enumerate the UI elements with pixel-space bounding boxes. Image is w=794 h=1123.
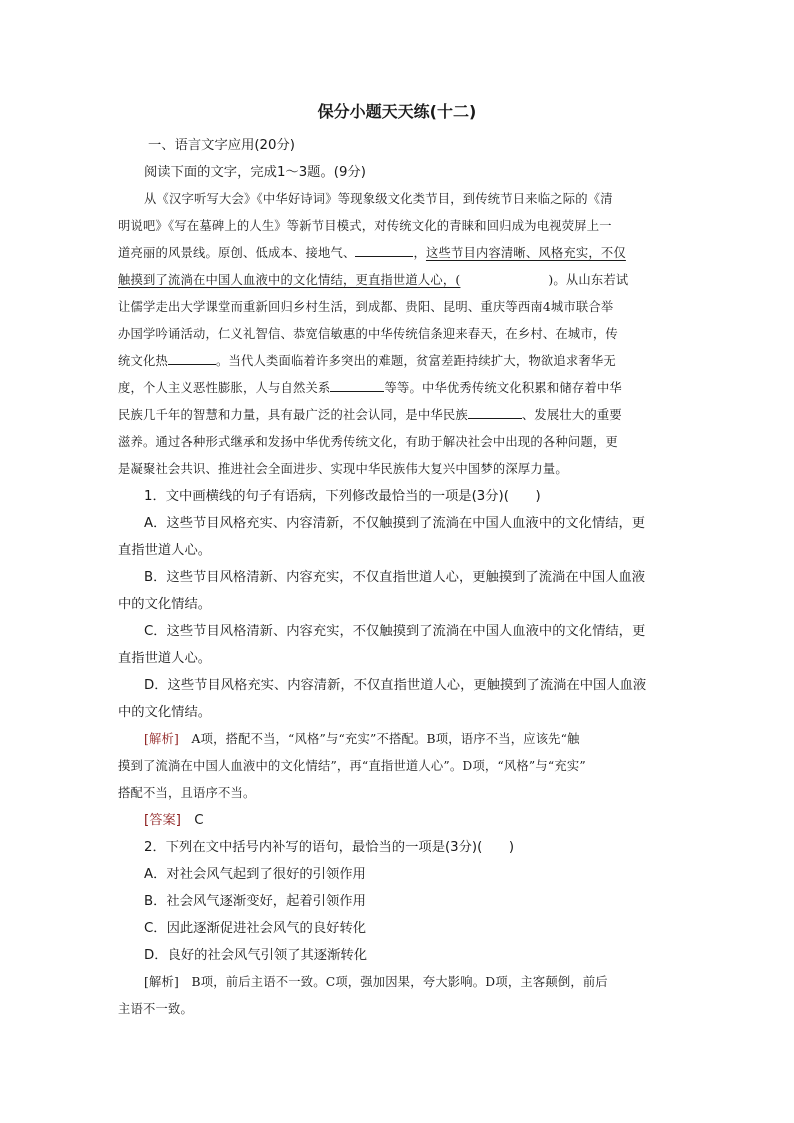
- option-b: B．社会风气逐渐变好，起着引领作用: [144, 894, 366, 909]
- passage-line-7: [118, 348, 676, 375]
- question-stem: 2．下列在文中括号内补写的语句，最恰当的一项是(3分)( ): [144, 840, 515, 855]
- underlined-sentence: 这些节目内容清晰、风格充实，不仅: [425, 246, 626, 260]
- passage-text: 度，个人主义恶性膨胀，人与自然关系: [118, 381, 331, 395]
- passage-text: 。从山东若试: [553, 273, 629, 287]
- passage-line-2: 明说吧》《写在墓碑上的人生》等新节目模式，对传统文化的青睐和回归成为电视荧屏上一: [118, 219, 612, 233]
- passage-line-1: 从《汉字听写大会》《中华好诗词》等现象级文化类节目，到传统节日来临之际的《清: [144, 192, 613, 206]
- underlined-text: 触摸到了流淌在中国人血液中的文化情结，更直指世道人心，(: [118, 273, 461, 287]
- option-d-continued: 中的文化情结。: [118, 705, 212, 720]
- analysis-line-2: 摸到了流淌在中国人血液中的文化情结”，再“直指世道人心”。D项，“风格”与“充实”: [118, 759, 586, 773]
- answer-value: C: [194, 813, 204, 828]
- passage-line-10: 滋养。通过各种形式继承和发扬中华优秀传统文化，有助于解决社会中出现的各种问题，更: [118, 435, 618, 449]
- analysis: [118, 726, 676, 753]
- analysis-line-2: 主语不一致。: [118, 1002, 193, 1016]
- question-2: [118, 834, 676, 1023]
- option-d: D．这些节目风格充实、内容清新，不仅直指世道人心，更触摸到了流淌在中国人血液: [144, 678, 647, 693]
- option-c: C．这些节目风格清新、内容充实，不仅触摸到了流淌在中国人血液中的文化情结，更: [144, 624, 646, 639]
- content-body: [118, 132, 676, 1023]
- passage-line-5: 让儒学走出大学课堂而重新回归乡村生活，到成都、贵阳、昆明、重庆等西南4城市联合举: [118, 300, 614, 314]
- question-1: [118, 483, 676, 834]
- closing-parenthesis: ): [548, 273, 554, 287]
- option-b-continued: 中的文化情结。: [118, 597, 212, 612]
- reading-instruction: 阅读下面的文字，完成1～3题。(9分): [144, 165, 366, 180]
- passage-line-3: [118, 240, 676, 267]
- analysis-text: B项，前后主语不一致。C项，强加因果，夸大影响。D项，主客颠倒，前后: [191, 975, 608, 989]
- passage-text: 统文化热: [118, 354, 168, 368]
- answer-tag: [答案]: [144, 813, 181, 828]
- option-a-continued: 直指世道人心。: [118, 543, 212, 558]
- fill-blank: [330, 377, 384, 392]
- answer: [118, 807, 676, 834]
- passage-line-8: [118, 375, 676, 402]
- passage-line-4: [118, 267, 676, 294]
- reading-passage: [118, 186, 676, 483]
- analysis-tag: [解析]: [144, 975, 179, 989]
- passage-text: 民族几千年的智慧和力量，具有最广泛的社会认同，是中华民族: [118, 408, 468, 422]
- fill-blank: [355, 242, 413, 257]
- option-b: B．这些节目风格清新、内容充实，不仅直指世道人心，更触摸到了流淌在中国人血液: [144, 570, 646, 585]
- option-a: A．对社会风气起到了很好的引领作用: [144, 867, 366, 882]
- analysis-text: A项，搭配不当，“风格”与“充实”不搭配。B项，语序不当，应该先“触: [191, 732, 580, 746]
- option-c: C．因此逐渐促进社会风气的良好转化: [144, 921, 367, 936]
- option-c-continued: 直指世道人心。: [118, 651, 212, 666]
- fill-blank: [168, 350, 216, 365]
- passage-line-11: 是凝聚社会共识、推进社会全面进步、实现中华民族伟大复兴中国梦的深厚力量。: [118, 462, 568, 476]
- passage-text: 等等。中华优秀传统文化积累和储存着中华: [384, 381, 622, 395]
- passage-text: 道亮丽的风景线。原创、低成本、接地气、: [118, 246, 356, 260]
- question-stem: 1．文中画横线的句子有语病，下列修改最恰当的一项是(3分)( ): [144, 489, 541, 504]
- section-heading: 一、语言文字应用(20分): [148, 138, 295, 153]
- passage-text: 。当代人类面临着许多突出的难题，贫富差距持续扩大，物欲追求奢华无: [216, 354, 616, 368]
- option-d: D．良好的社会风气引领了其逐渐转化: [144, 948, 367, 963]
- fill-blank: [468, 404, 522, 419]
- passage-text: 、发展壮大的重要: [521, 408, 622, 422]
- page-title: 保分小题天天练(十二): [317, 102, 477, 121]
- passage-line-6: 办国学吟诵活动，仁义礼智信、恭宽信敏惠的中华传统信条迎来春天，在乡村、在城市，传: [118, 327, 618, 341]
- analysis-tag: [解析]: [144, 732, 179, 746]
- option-a: A．这些节目风格充实、内容清新，不仅触摸到了流淌在中国人血液中的文化情结，更: [144, 516, 646, 531]
- analysis-line-3: 搭配不当，且语序不当。: [118, 786, 256, 800]
- underlined-sentence: [118, 273, 460, 287]
- analysis: [118, 969, 676, 996]
- passage-line-9: [118, 402, 676, 429]
- passage-text: ，: [413, 246, 426, 260]
